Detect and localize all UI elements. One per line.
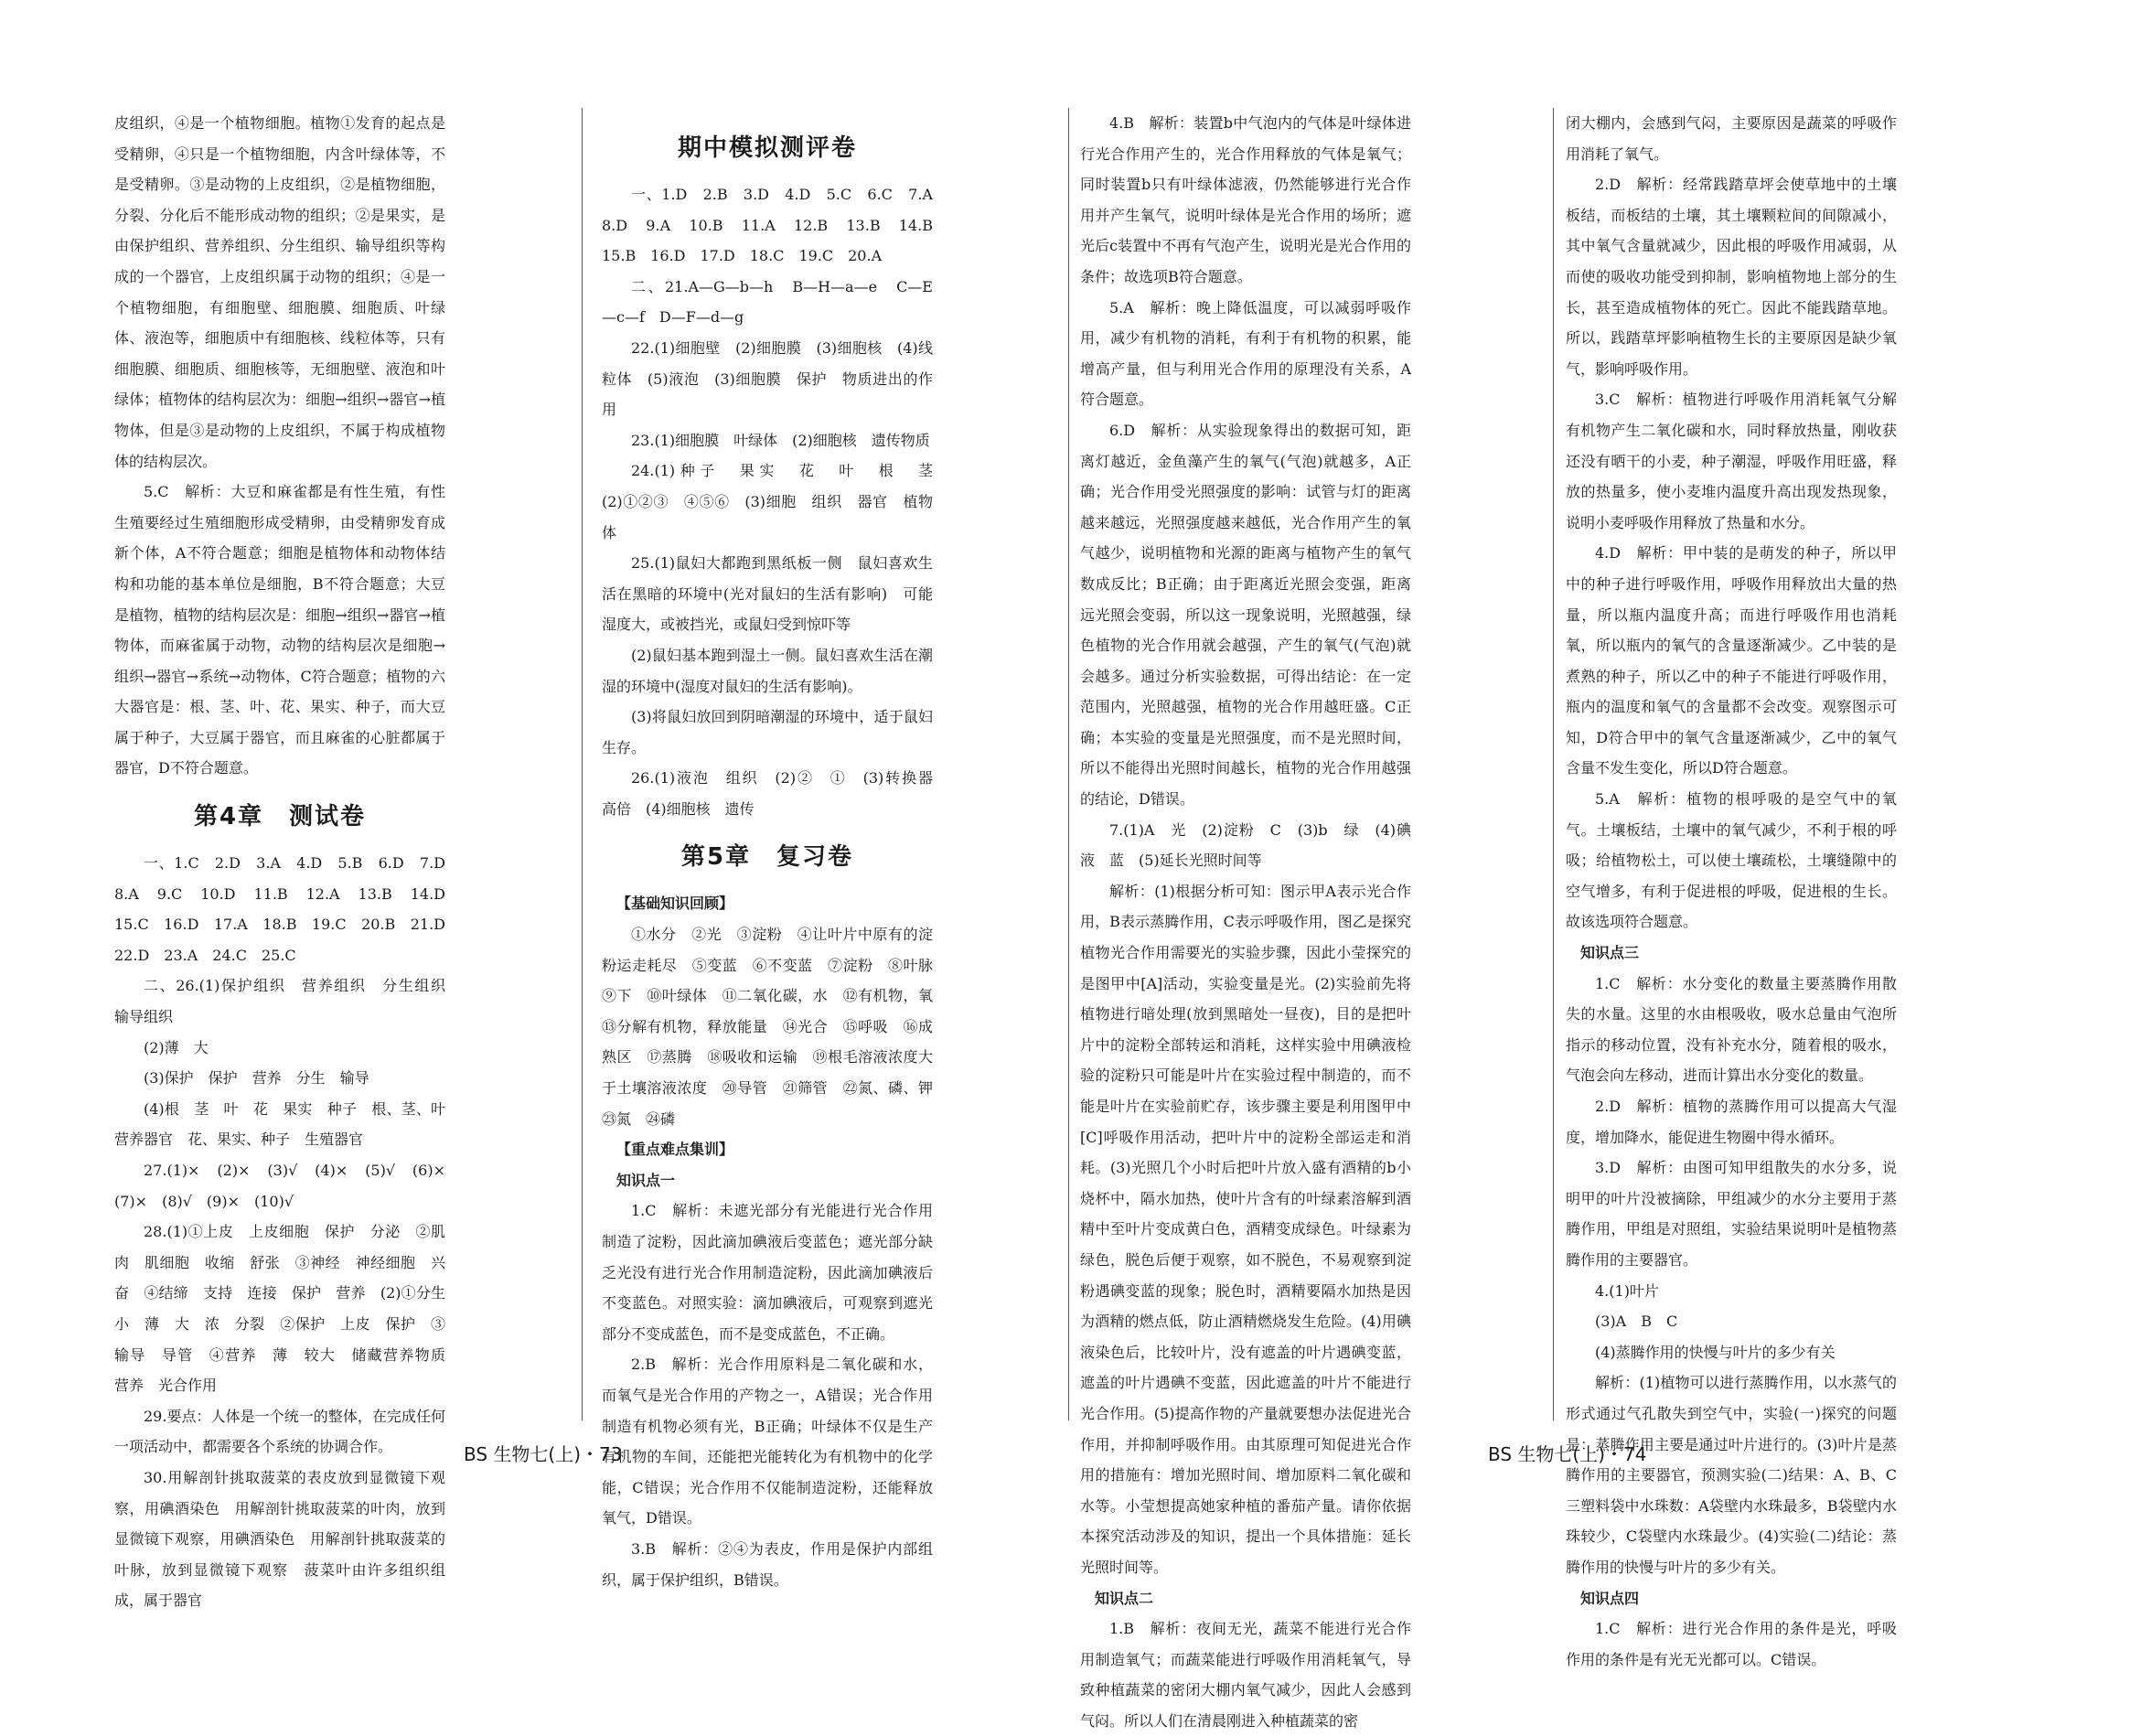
answer-item: (2)鼠妇基本跑到湿土一侧。鼠妇喜欢生活在潮湿的环境中(湿度对鼠妇的生活有影响)。 xyxy=(602,646,933,695)
answer-item: 6.D 解析：从实验现象得出的数据可知，距离灯越近，金鱼藻产生的氧气(气泡)就越多，A正确；光合作用受光照强度的影响：试管与灯的距离越来越远，光照强度越来越低，光合作用产生的氧气越少，说明植物和光源的距离与植物产生的氧气数成反比；B正确；由于距离近光照会变强，距离远光照会变弱，所以这一现象说明，光照越强，绿色植物的光合作用就会越强，产生的氧气(气泡)就会越多。通过分析实验数据，可得出结论：在一定范围内，光照越强，植物的光合作用越旺盛。C正确；本实验的变量是光照强度，而不是光照时间，所以不能得出光照时间越长，植物的光合作用越强的结论，D错误。 xyxy=(1080,421,1411,809)
section-heading: 【基础知识回顾】 xyxy=(616,895,734,913)
answer-item: 4.B 解析：装置b中气泡内的气体是叶绿体进行光合作用产生的，光合作用释放的气体是氧气；同时装置b只有叶绿体滤液，仍然能够进行光合作用并产生氧气，说明叶绿体是光合作用的场所；遮光后c装置中不再有气泡产生，说明光是光合作用的条件；故选项B符合题意。 xyxy=(1080,114,1411,285)
answer-item: 29.要点：人体是一个统一的整体，在完成任何一项活动中，都需要各个系统的协调合作。 xyxy=(114,1407,445,1456)
right-page xyxy=(1065,0,2130,1730)
answer-item: 一、1.D 2.B 3.D 4.D 5.C 6.C 7.A 8.D 9.A 10.B 11.A 12.B 13.B 14.B 15.B 16.D 17.D 18.C 19.C 20.A xyxy=(602,186,948,265)
answer-item: (3)A B C xyxy=(1595,1313,1678,1331)
left-page-column-2 xyxy=(602,108,948,1589)
answer-item: 3.C 解析：植物进行呼吸作用消耗氧气分解有机物产生二氧化碳和水，同时释放热量，刚收获还没有晒干的小麦，种子潮湿，呼吸作用旺盛，释放的热量多，使小麦堆内温度升高出现发热现象，说明小麦呼吸作用释放了热量和水分。 xyxy=(1566,391,1897,531)
column-divider xyxy=(1553,108,1554,1420)
answer-item: 3.B 解析：②④为表皮，作用是保护内部组织，属于保护组织，B错误。 xyxy=(602,1539,933,1589)
paragraph: 皮组织，④是一个植物细胞。植物①发育的起点是受精卵，④只是一个植物细胞，内含叶绿体等，不是受精卵。③是动物的上皮组织，②是植物细胞，分裂、分化后不能形成动物的组织；②是果实，是由保护组织、营养组织、分生组织、输导组织等构成的一个器官，上皮组织属于动物的组织；④是一个植物细胞，有细胞壁、细胞膜、细胞质、叶绿体、液泡等，细胞质中有细胞核、线粒体等，只有细胞膜、细胞质、细胞核等，无细胞壁、液泡和叶绿体；植物体的结构层次为：细胞→组织→器官→植物体，但是③是动物的上皮组织，不属于构成植物体的结构层次。 xyxy=(114,114,445,470)
midterm-title: 期中模拟测评卷 xyxy=(677,134,857,162)
answer-item: 24.(1)种子 果实 花 叶 根 茎 (2)①②③ ④⑤⑥ (3)细胞 组织 器官 植物体 xyxy=(602,462,948,541)
answer-item: 26.(1)液泡 组织 (2)② ① (3)转换器 高倍 (4)细胞核 遗传 xyxy=(602,769,948,818)
paragraph: 闭大棚内，会感到气闷，主要原因是蔬菜的呼吸作用消耗了氧气。 xyxy=(1566,114,1897,163)
answer-item: 解析：(1)植物可以进行蒸腾作用，以水蒸气的形式通过气孔散失到空气中，实验(一)探究的问题是：蒸腾作用主要是通过叶片进行的。(3)叶片是蒸腾作用的主要器官，预测实验(二)结果：A、B、C三塑料袋中水珠数：A袋壁内水珠最多，B袋壁内水珠较少，C袋壁内水珠最少。(4)实验(二)结论：蒸腾作用的快慢与叶片的多少有关。 xyxy=(1566,1374,1897,1576)
knowledge-point-heading: 知识点三 xyxy=(1580,944,1640,962)
left-page xyxy=(0,0,1065,1610)
answer-item: (4)蒸腾作用的快慢与叶片的多少有关 xyxy=(1595,1343,1836,1361)
answer-item: 7.(1)A 光 (2)淀粉 C (3)b 绿 (4)碘液 蓝 (5)延长光照时间等 xyxy=(1080,820,1411,870)
answer-item: 4.D 解析：甲中装的是萌发的种子，所以甲中的种子进行呼吸作用，呼吸作用释放出大量的热量，所以瓶内温度升高；而进行呼吸作用也消耗氧，所以瓶内的氧气的含量逐渐减少。乙中装的是煮熟的种子，所以乙中的种子不能进行呼吸作用，瓶内的温度和氧气的含量都不会改变。观察图示可知，D符合甲中的氧气含量逐渐减少，乙中的氧气含量不发生变化，所以D符合题意。 xyxy=(1566,544,1897,777)
answer-item: 2.D 解析：经常践踏草坪会使草地中的土壤板结，而板结的土壤，其土壤颗粒间的间隙减小，其中氧气含量就减少，因此根的呼吸作用减弱，从而使的吸收功能受到抑制，影响植物地上部分的生长，甚至造成植物体的死亡。因此不能践踏草地。所以，践踏草坪影响植物生长的主要原因是缺少氧气，影响呼吸作用。 xyxy=(1566,176,1897,378)
answer-item: (3)将鼠妇放回到阴暗潮湿的环境中，适于鼠妇生存。 xyxy=(602,708,933,756)
answer-item: ①水分 ②光 ③淀粉 ④让叶片中原有的淀粉运走耗尽 ⑤变蓝 ⑥不变蓝 ⑦淀粉 ⑧叶脉 ⑨下 ⑩叶绿体 ⑪二氧化碳，水 ⑫有机物，氧 ⑬分解有机物，释放能量 ⑭光合 ⑮呼吸 ⑯成熟区 ⑰蒸腾 ⑱吸收和运输 ⑲根毛溶液浓度大于土壤溶液浓度 ⑳导管 ㉑筛管 ㉒氮、磷、钾 ㉓氮 ㉔磷 xyxy=(602,926,948,1128)
answer-item: (4)根 茎 叶 花 果实 种子 根、茎、叶 营养器官 花、果实、种子 生殖器官 xyxy=(114,1099,461,1149)
answer-item: 30.用解剖针挑取菠菜的表皮放到显微镜下观察，用碘酒染色 用解剖针挑取菠菜的叶肉，放到显微镜下观察，用碘酒染色 用解剖针挑取菠菜的叶脉，放到显微镜下观察 菠菜叶由许多组织组成，属于器官 xyxy=(114,1468,445,1610)
answer-item: 5.C 解析：大豆和麻雀都是有性生殖，有性生殖要经过生殖细胞形成受精卵，由受精卵发育成新个体，A不符合题意；细胞是植物体和动物体结构和功能的基本单位是细胞，B不符合题意；大豆是植物，植物的结构层次是：细胞→组织→器官→植物体，而麻雀属于动物，动物的结构层次是细胞→组织→器官→系统→动物体，C符合题意；植物的六大器官是：根、茎、叶、花、果实、种子，而大豆属于种子，大豆属于器官，而且麻雀的心脏都属于器官，D不符合题意。 xyxy=(114,483,445,777)
answer-item: 22.(1)细胞壁 (2)细胞膜 (3)细胞核 (4)线粒体 (5)液泡 (3)细胞膜 保护 物质进出的作用 xyxy=(602,338,933,419)
answer-item: 二、21.A—G—b—h B—H—a—e C—E—c—f D—F—d—g xyxy=(602,277,933,327)
answer-item: 5.A 解析：晚上降低温度，可以减弱呼吸作用，减少有机物的消耗，有利于有机物的积累，能增高产量，但与利用光合作用的原理没有关系，A符合题意。 xyxy=(1080,298,1411,409)
answer-item: 1.C 解析：进行光合作用的条件是光，呼吸作用的条件是有光无光都可以。C错误。 xyxy=(1566,1620,1897,1668)
answer-item: 一、1.C 2.D 3.A 4.D 5.B 6.D 7.D 8.A 9.C 10.D 11.B 12.A 13.B 14.D 15.C 16.D 17.A 18.B 19.C 20.B 21.D 22.D 23.A 24.C 25.C xyxy=(114,854,461,964)
answer-item: 3.D 解析：由图可知甲组散失的水分多，说明甲的叶片没被摘除，甲组减少的水分主要用于蒸腾作用，甲组是对照组，实验结果说明叶是植物蒸腾作用的主要器官。 xyxy=(1566,1159,1897,1269)
chapter-4-title: 第4章 测试卷 xyxy=(193,803,367,831)
answer-item: (3)保护 保护 营养 分生 输导 xyxy=(144,1069,369,1088)
answer-item: 23.(1)细胞膜 叶绿体 (2)细胞核 遗传物质 xyxy=(631,431,930,449)
answer-item: 1.C 解析：水分变化的数量主要蒸腾作用散失的水量。这里的水由根吸收，吸水总量由气泡所指示的移动位置，没有补充水分，随着根的吸水，气泡会向左移动，进而计算出水分变化的数量。 xyxy=(1566,974,1897,1085)
knowledge-point-heading: 知识点一 xyxy=(616,1171,676,1189)
answer-item: 解析：(1)根据分析可知：图示甲A表示光合作用，B表示蒸腾作用，C表示呼吸作用，图乙是探究植物光合作用需要光的实验步骤，因此小莹探究的是图甲中[A]活动，实验变量是光。(2)实验前先将植物进行暗处理(放到黑暗处一昼夜)，目的是把叶片中的淀粉全部转运和消耗，这样实验中用碘液检验的淀粉只可能是叶片在实验过程中制造的，而不能是叶片在实验前贮存，该步骤主要是利用图甲中[C]呼吸作用活动，把叶片中的淀粉全部运走和消耗。(3)光照几个小时后把叶片放入盛有酒精的b小烧杯中，隔水加热，使叶片含有的叶绿素溶解到酒精中至叶片变成黄白色，酒精变成绿色。叶绿素为绿色，脱色后便于观察，如不脱色，不易观察到淀粉遇碘变蓝的现象；脱色时，酒精要隔水加热是因为酒精的燃点低，防止酒精燃烧发生危险。(4)用碘液染色后，比较叶片，没有遮盖的叶片遇碘变蓝，遮盖的叶片遇碘不变蓝，因此遮盖的叶片不能进行光合作用。(5)提高作物的产量就要想办法促进光合作用，并抑制呼吸作用。由其原理可知促进光合作用的措施有：增加光照时间、增加原料二氧化碳和水等。小莹想提高她家种植的番茄产量。请你依据本探究活动涉及的知识，提出一个具体措施：延长光照时间等。 xyxy=(1080,882,1411,1576)
section-heading: 【重点难点集训】 xyxy=(616,1141,734,1159)
answer-item: 25.(1)鼠妇大都跑到黑纸板一侧 鼠妇喜欢生活在黑暗的环境中(光对鼠妇的生活有影响) 可能湿度大，或被挡光，或鼠妇受到惊吓等 xyxy=(602,554,933,634)
answer-item: 1.B 解析：夜间无光，蔬菜不能进行光合作用制造氧气；而蔬菜能进行呼吸作用消耗氧气，导致种植蔬菜的密闭大棚内氧气减少，因此人会感到气闷。所以人们在清晨刚进入种植蔬菜的密 xyxy=(1080,1620,1411,1730)
answer-item: 4.(1)叶片 xyxy=(1595,1281,1659,1300)
answer-item: 27.(1)× (2)× (3)√ (4)× (5)√ (6)× (7)× (8)√ (9)× (10)√ xyxy=(114,1162,461,1210)
answer-item: 2.D 解析：植物的蒸腾作用可以提高大气湿度，增加降水，能促进生物圈中得水循环。 xyxy=(1566,1098,1897,1146)
page-footer: BS 生物七(上)・73 xyxy=(464,1443,623,1465)
left-page-column-1 xyxy=(114,108,461,1610)
page-footer: BS 生物七(上)・74 xyxy=(1488,1443,1647,1465)
chapter-5-title: 第5章 复习卷 xyxy=(680,843,854,872)
answer-item: (2)薄 大 xyxy=(144,1038,209,1056)
answer-item: 1.C 解析：未遮光部分有光能进行光合作用制造了淀粉，因此滴加碘液后变蓝色；遮光部分缺乏光没有进行光合作用制造淀粉，因此滴加碘液后不变蓝色。对照实验：滴加碘液后，可观察到遮光部分不变成蓝色，而不是变成蓝色，不正确。 xyxy=(602,1202,933,1343)
knowledge-point-heading: 知识点四 xyxy=(1580,1589,1640,1607)
answer-item: 5.A 解析：植物的根呼吸的是空气中的氧气。土壤板结，土壤中的氧气减少，不利于根的呼吸；给植物松土，可以使土壤疏松，土壤缝隙中的空气增多，有利于促进根的呼吸，促进根的生长。故该选项符合题意。 xyxy=(1566,790,1897,931)
right-page-column-1 xyxy=(1080,108,1411,1730)
column-divider xyxy=(582,108,583,1420)
answer-item: 二、26.(1)保护组织 营养组织 分生组织 输导组织 xyxy=(114,977,461,1026)
answer-item: 28.(1)①上皮 上皮细胞 保护 分泌 ②肌肉 肌细胞 收缩 舒张 ③神经 神经细胞 兴奋 ④结缔 支持 连接 保护 营养 (2)①分生 小 薄 大 浓 分裂 ②保护 上皮 保护 ③输导 导管 ④营养 薄 较大 储藏营养物质 营养 光合作用 xyxy=(114,1223,461,1395)
knowledge-point-heading: 知识点二 xyxy=(1095,1589,1154,1607)
answer-item: 2.B 解析：光合作用原料是二氧化碳和水，而氧气是光合作用的产物之一，A错误；光合作用制造有机物必须有光，B正确；叶绿体不仅是生产有机物的车间，还能把光能转化为有机物中的化学能，C错误；光合作用不仅能制造淀粉，还能释放氧气，D错误。 xyxy=(602,1356,933,1527)
